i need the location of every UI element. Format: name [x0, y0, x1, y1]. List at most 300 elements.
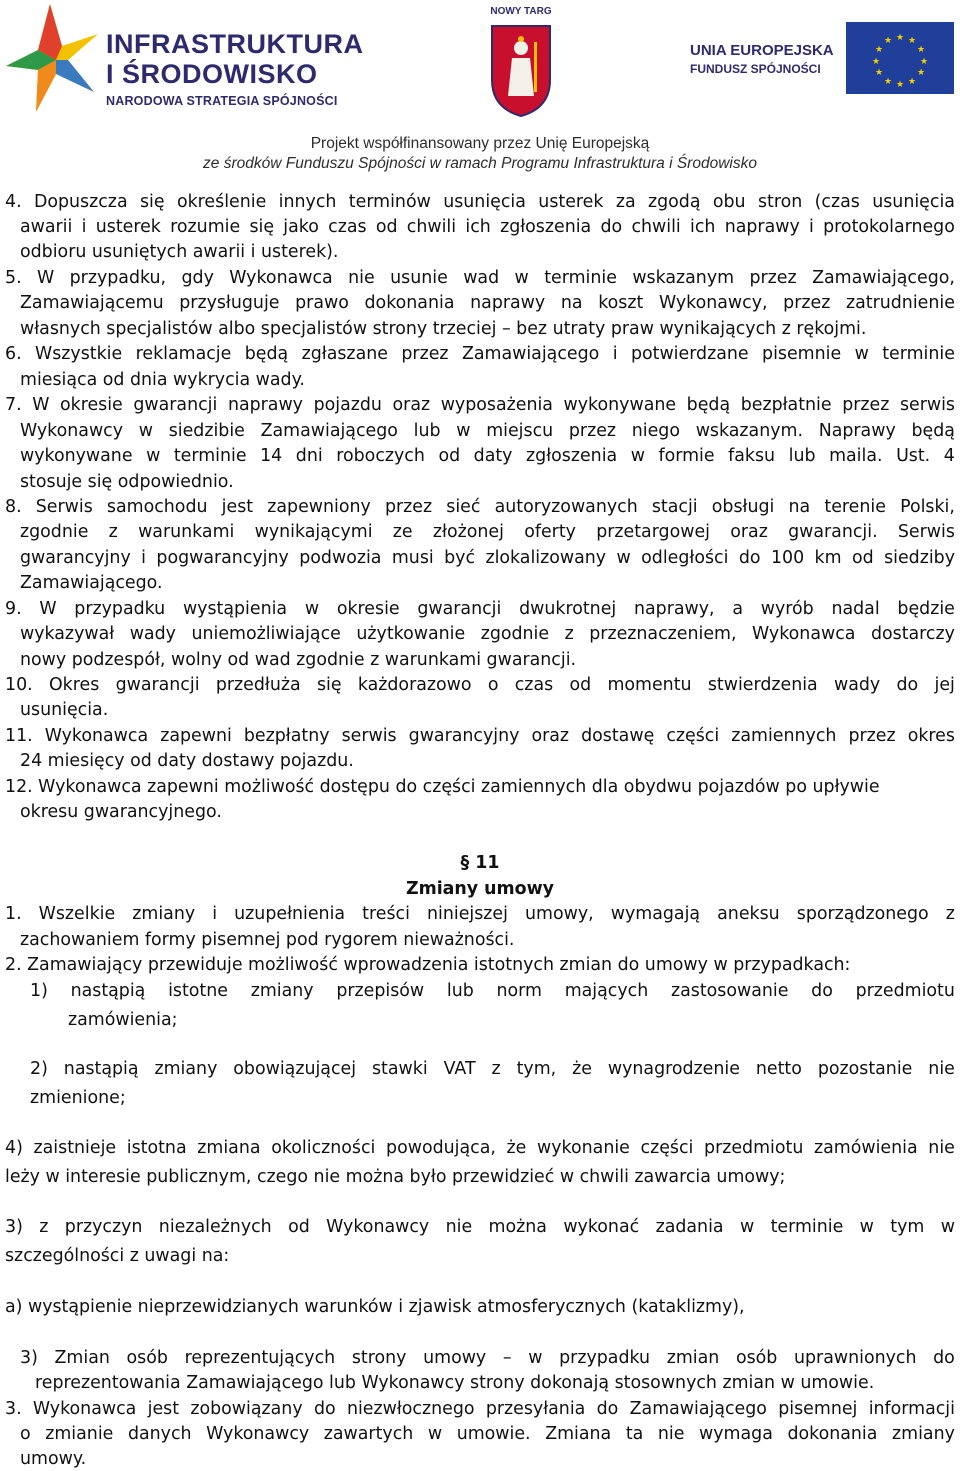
eu-logo-title: UNIA EUROPEJSKA — [690, 42, 834, 59]
paragraph-line — [5, 902, 955, 926]
word: jako — [283, 217, 319, 237]
word: oraz — [392, 395, 431, 415]
paragraph-line: zamówienia; — [68, 1010, 178, 1030]
word: niezwłocznego — [346, 1399, 475, 1419]
word: wykonywane — [20, 446, 133, 466]
word: uprawnionych — [794, 1348, 917, 1368]
word: niezależnych — [158, 1217, 272, 1237]
word: roboczych — [336, 446, 425, 466]
word: reklamacje — [135, 344, 232, 364]
word: każdorazowo — [357, 675, 472, 695]
paragraph-line — [5, 266, 955, 290]
word: zmiany — [132, 904, 196, 924]
word: zmian — [666, 1348, 720, 1368]
word: 3) — [5, 1217, 23, 1237]
word: faksu — [728, 446, 776, 466]
word: będzie — [897, 599, 955, 619]
logo-title-line1: INFRASTRUKTURA — [106, 29, 364, 59]
word: w — [854, 344, 869, 364]
word: i — [809, 217, 814, 237]
word: serwis — [341, 726, 397, 746]
word: się — [139, 192, 165, 212]
word: do — [313, 1399, 336, 1419]
word: stron — [757, 192, 803, 212]
word: wad — [463, 268, 500, 288]
word: się — [249, 217, 275, 237]
word: Serwis — [35, 497, 93, 517]
word: wystąpienia — [182, 599, 288, 619]
word: oferty — [524, 522, 576, 542]
word: Dopuszcza — [33, 192, 128, 212]
word: przeznaczeniem, — [589, 624, 737, 644]
paragraph-line — [20, 444, 955, 468]
word: przedłuża — [215, 675, 301, 695]
word: przypadku — [559, 1348, 651, 1368]
word: że — [572, 1059, 592, 1079]
document-header — [0, 0, 960, 182]
word: zmiany — [250, 981, 314, 1001]
logo-title-line2: I ŚRODOWISKO — [106, 59, 318, 89]
word: – — [502, 1348, 512, 1368]
word: 4) — [5, 1138, 23, 1158]
word: norm — [496, 981, 542, 1001]
word: 11. — [5, 726, 33, 746]
word: mających — [564, 981, 649, 1001]
word: wskazanym — [632, 268, 735, 288]
word: zastosowanie — [670, 981, 789, 1001]
eu-flag-icon — [846, 22, 954, 94]
word: wykazywał — [20, 624, 115, 644]
funding-line-2: ze środków Funduszu Spójności w ramach Programu Infrastruktura i Środowisko — [203, 155, 757, 172]
word: za — [615, 192, 636, 212]
word: odległości — [641, 548, 729, 568]
word: przesyłania — [485, 1399, 586, 1419]
word: obu — [712, 192, 746, 212]
word: gwarancyjny — [20, 548, 131, 568]
paragraph-line — [20, 1346, 955, 1370]
word: 100 — [770, 548, 805, 568]
logo-subtitle: NARODOWA STRATEGIA SPÓJNOŚCI — [106, 94, 338, 108]
word: siedzibie — [168, 421, 245, 441]
paragraph-line — [20, 622, 955, 646]
svg-text:★: ★ — [874, 68, 884, 78]
svg-text:★: ★ — [895, 80, 905, 90]
word: Wykonawca — [44, 726, 149, 746]
word: sporządzonego — [796, 904, 929, 924]
word: zmianie — [45, 1424, 114, 1444]
word: od — [288, 1217, 310, 1237]
paragraph-line — [5, 1215, 955, 1239]
word: nie — [657, 1424, 685, 1444]
word: powodująca, — [386, 1138, 496, 1158]
word: dostawę — [581, 726, 655, 746]
word: prawo — [295, 293, 349, 313]
word: (czas — [814, 192, 860, 212]
word: Naprawy — [818, 421, 896, 441]
word: obsługi — [711, 497, 775, 517]
word: zawartych — [323, 1424, 414, 1444]
word: od — [851, 548, 874, 568]
word: pogwarancyjny — [156, 548, 289, 568]
word: lub — [788, 446, 816, 466]
word: dostarczy — [870, 624, 955, 644]
word: wyrób — [760, 599, 814, 619]
word: serwis — [899, 395, 955, 415]
svg-text:★: ★ — [907, 36, 917, 46]
word: 4 — [943, 446, 955, 466]
eu-logo-subtitle: FUNDUSZ SPÓJNOŚCI — [690, 62, 821, 76]
word: usterek — [538, 192, 604, 212]
word: 3) — [20, 1348, 38, 1368]
word: zgodą — [647, 192, 701, 212]
paragraph-line: zachowaniem formy pisemnej pod rygorem nieważności. — [20, 930, 515, 950]
word: przetargowej — [596, 522, 710, 542]
word: wady — [834, 675, 881, 695]
word: oraz — [531, 726, 570, 746]
word: okresie — [59, 395, 123, 415]
word: Wykonawcy — [206, 1424, 310, 1444]
word: osób — [735, 1348, 778, 1368]
word: pisemnie — [762, 344, 842, 364]
section-title: Zmiany umowy — [405, 879, 555, 899]
paragraph-line — [20, 546, 955, 570]
word: zlokalizowany — [485, 548, 607, 568]
word: przez — [749, 268, 797, 288]
word: przyczyn — [64, 1217, 143, 1237]
paragraph-line — [5, 190, 955, 214]
word: umowy, — [525, 904, 594, 924]
word: przez — [401, 344, 449, 364]
word: usterek — [95, 217, 161, 237]
paragraph-line: Zamawiającego. — [20, 573, 163, 593]
word: gwarancji — [133, 395, 218, 415]
word: wykonać — [563, 1217, 640, 1237]
paragraph-line — [5, 1397, 955, 1421]
word: wykonywane — [563, 395, 677, 415]
word: od — [375, 217, 398, 237]
word: strony — [351, 1348, 407, 1368]
word: gwarancji. — [788, 522, 878, 542]
word: Wykonawcy — [326, 1217, 430, 1237]
word: podwozia — [299, 548, 382, 568]
word: i — [81, 217, 87, 237]
word: ze — [392, 522, 413, 542]
word: zamówienia — [814, 1138, 918, 1158]
word: pozostanie — [817, 1059, 913, 1079]
star-emblem-icon — [6, 4, 101, 114]
word: uniemożliwiające — [191, 624, 341, 644]
paragraph-line — [5, 495, 955, 519]
word: w — [456, 421, 471, 441]
word: autoryzowanych — [494, 497, 638, 517]
svg-text:★: ★ — [916, 45, 926, 55]
funding-statement — [160, 134, 800, 174]
word: z — [564, 624, 574, 644]
word: wyposażenia — [440, 395, 553, 415]
word: okresie — [336, 599, 400, 619]
word: wymagają — [610, 904, 701, 924]
word: do — [600, 217, 623, 237]
word: dwukrotnej — [519, 599, 617, 619]
paragraph-line: szczególności z uwagi na: — [5, 1246, 230, 1266]
svg-text:★: ★ — [907, 77, 917, 87]
word: 2) — [30, 1059, 48, 1079]
word: a — [732, 599, 743, 619]
town-name: NOWY TARG — [490, 6, 552, 17]
word: przedmiotu — [855, 981, 955, 1001]
word: przez — [783, 293, 831, 313]
word: W — [32, 395, 50, 415]
word: że — [506, 1138, 527, 1158]
word: usunie — [390, 268, 448, 288]
word: będą — [911, 421, 955, 441]
paragraph-line — [20, 215, 955, 239]
word: o — [487, 675, 499, 695]
word: będą — [244, 344, 289, 364]
word: z — [491, 1059, 501, 1079]
word: okres — [907, 726, 955, 746]
word: terenie — [824, 497, 886, 517]
word: 6. — [5, 344, 22, 364]
infrastruktura-srodowisko-logo — [6, 4, 364, 114]
word: będą — [686, 395, 731, 415]
word: do — [811, 981, 833, 1001]
paragraph-line: reprezentowania Zamawiającego lub Wykonawcy strony dokonają stosownych zmian w umowie. — [35, 1373, 875, 1393]
word: w — [146, 446, 161, 466]
word: dni — [295, 446, 323, 466]
word: na — [560, 293, 583, 313]
word: i — [212, 904, 218, 924]
word: od — [569, 675, 592, 695]
word: treści — [362, 904, 410, 924]
word: pisemnej — [778, 1399, 858, 1419]
word: Wykonawca — [32, 1399, 137, 1419]
paragraph-line — [5, 342, 955, 366]
word: Zamawiającemu — [20, 293, 164, 313]
word: wymaga — [699, 1424, 773, 1444]
word: nie — [445, 1217, 473, 1237]
word: warunkami — [138, 522, 235, 542]
word: Wszelkie — [38, 904, 116, 924]
word: istotne — [168, 981, 228, 1001]
word: naprawy — [724, 217, 800, 237]
word: 1. — [5, 904, 22, 924]
svg-text:★: ★ — [871, 57, 881, 67]
word: zgodnie — [480, 624, 550, 644]
paragraph-line — [5, 1136, 955, 1160]
word: zapewniony — [267, 497, 371, 517]
word: z — [945, 904, 955, 924]
svg-text:★: ★ — [919, 57, 929, 67]
word: bezpłatnie — [740, 395, 832, 415]
word: okoliczności — [271, 1138, 376, 1158]
word: użytkowanie — [356, 624, 466, 644]
word: 9. — [5, 599, 22, 619]
word: 3. — [5, 1399, 22, 1419]
coat-of-arms-icon — [490, 22, 552, 118]
word: gwarancyjny — [408, 726, 520, 746]
word: Zamawiającego — [629, 1399, 767, 1419]
word: sieć — [446, 497, 481, 517]
word: Okres — [48, 675, 100, 695]
word: nastąpią — [63, 1059, 139, 1079]
word: i — [612, 344, 618, 364]
word: Zamawiającego — [461, 344, 600, 364]
paragraph-line: 12. Wykonawca zapewni możliwość dostępu do części zamiennych dla obydwu pojazdów po upływie — [5, 777, 880, 797]
word: do — [896, 675, 919, 695]
paragraph-line: leży w interesie publicznym, czego nie można było przewidzieć w chwili zawarcia umowy; — [5, 1167, 786, 1187]
svg-text:★: ★ — [895, 33, 905, 43]
word: W — [37, 268, 55, 288]
word: terminie — [544, 268, 617, 288]
word: formie — [658, 446, 715, 466]
word: zatrudnienie — [845, 293, 955, 313]
word: części — [666, 726, 720, 746]
word: zgodnie — [20, 522, 89, 542]
word: stwierdzenia — [707, 675, 818, 695]
word: terminie — [882, 344, 955, 364]
word: niego — [631, 421, 680, 441]
word: Zmian — [54, 1348, 110, 1368]
word: gdy — [181, 268, 214, 288]
word: wskazanym. — [695, 421, 803, 441]
word: zobowiązany — [190, 1399, 303, 1419]
word: tym — [890, 1217, 925, 1237]
word: osób — [126, 1348, 168, 1368]
word: naprawy — [227, 395, 303, 415]
word: gwarancji — [115, 675, 200, 695]
word: zgłoszenia — [500, 217, 592, 237]
word: 8. — [5, 497, 22, 517]
word: Zamawiającego — [260, 421, 398, 441]
word: przysługuje — [179, 293, 280, 313]
word: z — [108, 522, 118, 542]
word: się — [316, 675, 342, 695]
word: wady — [129, 624, 176, 644]
word: nadal — [831, 599, 880, 619]
word: 10. — [5, 675, 33, 695]
word: dokonania — [787, 1424, 878, 1444]
word: Wszystkie — [35, 344, 123, 364]
word: Ust. — [896, 446, 931, 466]
word: o — [20, 1424, 31, 1444]
word: protokolarnego — [823, 217, 955, 237]
word: zmiany — [892, 1424, 955, 1444]
svg-text:★: ★ — [874, 45, 884, 55]
paragraph-line: zmienione; — [30, 1088, 126, 1108]
paragraph-line — [30, 979, 955, 1003]
word: z — [39, 1217, 49, 1237]
word: stawki — [372, 1059, 428, 1079]
word: przez — [568, 421, 617, 441]
word: istotna — [126, 1138, 187, 1158]
word: niniejszej — [426, 904, 508, 924]
word: naprawy — [470, 293, 546, 313]
word: chwili — [406, 217, 457, 237]
word: Serwis — [897, 522, 955, 542]
word: wynikającymi — [254, 522, 373, 542]
word: zmiany — [154, 1059, 218, 1079]
word: jej — [934, 675, 955, 695]
word: jest — [147, 1399, 180, 1419]
paragraph-line — [5, 393, 955, 417]
paragraph-line — [5, 673, 955, 697]
word: danych — [127, 1424, 192, 1444]
paragraph-line: usunięcia. — [20, 700, 109, 720]
word: naprawy, — [633, 599, 715, 619]
word: ich — [690, 217, 716, 237]
word: czas — [514, 675, 554, 695]
paragraph-line: umowy. — [20, 1449, 87, 1469]
word: aneksu — [717, 904, 780, 924]
word: ich — [465, 217, 491, 237]
word: do — [933, 1348, 955, 1368]
word: miejscu — [486, 421, 554, 441]
word: Wykonawca — [229, 268, 333, 288]
word: pojazdu — [313, 395, 382, 415]
word: innych — [278, 192, 337, 212]
word: w — [427, 1424, 443, 1444]
section-number: § 11 — [460, 853, 500, 873]
paragraph-line: a) wystąpienie nieprzewidzianych warunków i zjawisk atmosferycznych (kataklizmy), — [5, 1297, 745, 1317]
word: przez — [848, 726, 896, 746]
paragraph-line: okresu gwarancyjnego. — [20, 802, 222, 822]
word: nastąpią — [70, 981, 146, 1001]
word: do — [596, 1399, 619, 1419]
word: koszt — [598, 293, 644, 313]
word: w — [514, 268, 529, 288]
paragraph-line: nowy podzespół, wolny od wad zgodnie z warunkami gwarancji. — [20, 650, 577, 670]
word: awarii — [20, 217, 73, 237]
word: umowie. — [456, 1424, 531, 1444]
word: przypadku — [74, 599, 166, 619]
word: km — [814, 548, 842, 568]
word: lub — [446, 981, 474, 1001]
word: złożonej — [432, 522, 504, 542]
word: terminów — [348, 192, 431, 212]
word: terminie — [770, 1217, 844, 1237]
word: w — [630, 446, 645, 466]
paragraph-line — [20, 520, 955, 544]
word: przez — [842, 395, 890, 415]
word: 5. — [5, 268, 22, 288]
word: przepisów — [336, 981, 425, 1001]
word: umowy — [423, 1348, 487, 1368]
word: na — [788, 497, 811, 517]
word: i — [141, 548, 146, 568]
word: bezpłatny — [243, 726, 330, 746]
paragraph-line — [5, 724, 955, 748]
word: reprezentujących — [184, 1348, 336, 1368]
word: do — [738, 548, 761, 568]
word: nie — [348, 268, 375, 288]
word: rozumie — [170, 217, 241, 237]
word: nie — [928, 1059, 955, 1079]
paragraph-line — [30, 1057, 955, 1081]
word: od — [438, 446, 461, 466]
word: w — [940, 1217, 955, 1237]
word: 7. — [5, 395, 22, 415]
paragraph-line — [20, 419, 955, 443]
word: Polski, — [900, 497, 955, 517]
nowy-targ-logo — [476, 6, 566, 122]
word: Zmiana — [545, 1424, 612, 1444]
word: netto — [755, 1059, 802, 1079]
word: chwili — [631, 217, 681, 237]
word: potwierdzane — [630, 344, 749, 364]
word: gwarancji — [417, 599, 502, 619]
word: Wykonawcy, — [658, 293, 768, 313]
